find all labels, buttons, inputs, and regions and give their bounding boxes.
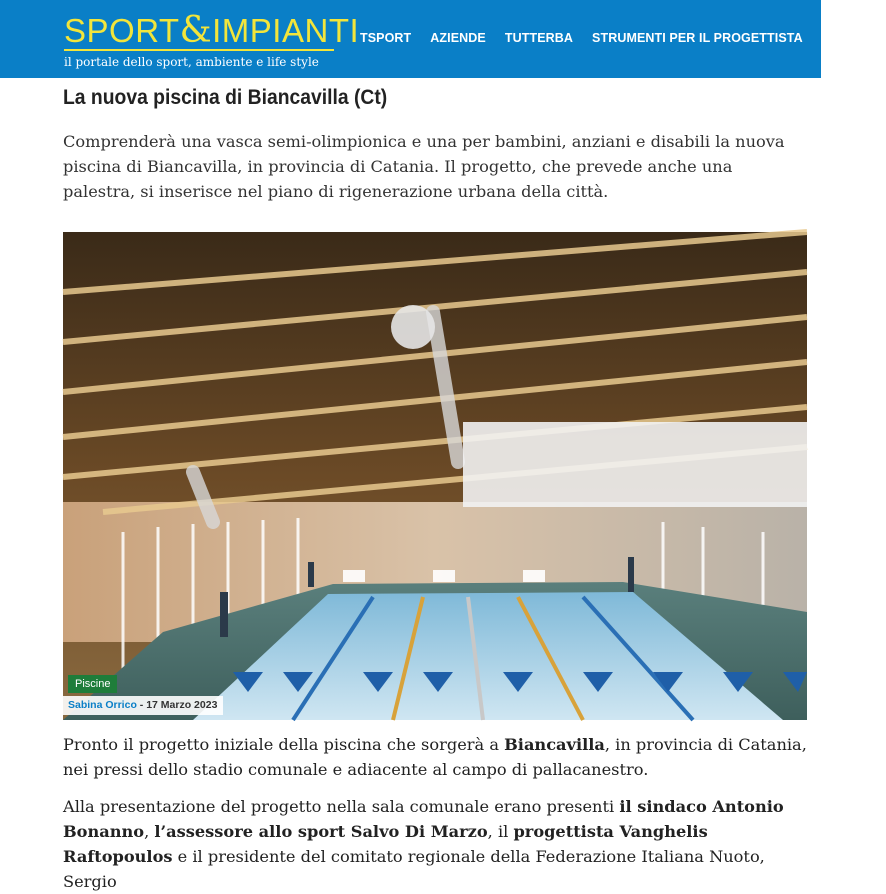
p2-text-a: Alla presentazione del progetto nella sala comunale erano presenti (63, 797, 620, 816)
main-nav (360, 31, 886, 45)
article-lead: Comprenderà una vasca semi-olimpionica e una per bambini, anziani e disabili la nuova piscina di Biancavilla, in provincia di Catania. Il progetto, che prevede anche una palestra, si inserisce nel piano di rigenerazione urbana della città. (63, 132, 785, 201)
byline-separator: - (136, 699, 147, 711)
author-link[interactable]: Sabina Orrico (68, 699, 137, 711)
site-logo[interactable] (64, 10, 360, 69)
nav-item-tsport[interactable]: TSPORT (360, 31, 412, 45)
logo-wordmark: SPORT&IMPIANTI (64, 10, 360, 51)
p1-text-a: Pronto il progetto iniziale della piscina che sorgerà a (63, 735, 505, 754)
logo-tagline: il portale dello sport, ambiente e life style (64, 55, 319, 69)
p1-bold-biancavilla: Biancavilla (504, 735, 605, 754)
article-hero-image[interactable] (63, 232, 807, 720)
publish-date: 17 Marzo 2023 (146, 699, 218, 711)
nav-item-eventi[interactable]: EVENTI (821, 31, 868, 45)
article-paragraph-1 (63, 732, 813, 782)
p2-text-g: e il presidente del comitato regionale della Federazione Italiana Nuoto, Sergio (63, 847, 765, 891)
p2-bold-sindaco: il sindaco Antonio Bonanno (63, 797, 784, 841)
p2-text-e: , il (487, 822, 514, 841)
nav-item-aziende[interactable]: AZIENDE (430, 31, 486, 45)
site-header (0, 0, 868, 78)
p2-bold-assessore: l’assessore allo sport Salvo Di Marzo (154, 822, 488, 841)
pool-rendering-illustration (63, 232, 807, 720)
nav-item-strumenti[interactable]: STRUMENTI PER IL PROGETTISTA (592, 31, 803, 45)
p2-text-c: , (144, 822, 155, 841)
category-badge[interactable]: Piscine (68, 675, 117, 693)
article-title: La nuova piscina di Biancavilla (Ct) (63, 86, 388, 109)
p1-text-c: , in provincia di Catania, nei pressi dello stadio comunale e adiacente al campo di pallacanestro. (63, 735, 807, 779)
article-paragraph-2 (63, 794, 813, 894)
nav-item-tutterba[interactable]: TUTTERBA (504, 31, 574, 45)
p2-bold-progettista: progettista Vanghelis Raftopoulos (63, 822, 708, 866)
article-byline (63, 696, 223, 715)
